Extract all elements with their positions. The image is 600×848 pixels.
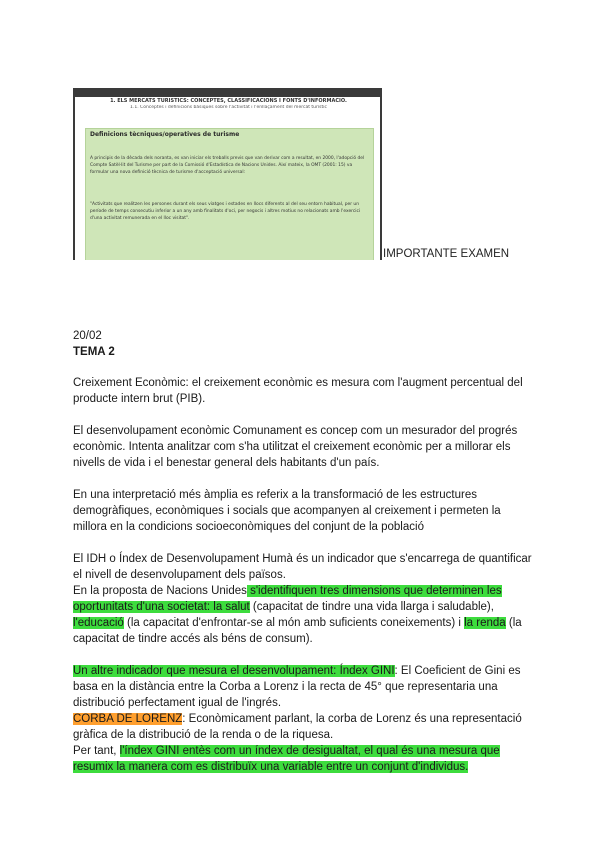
health-explanation: (capacitat de tindre una vida llarga i saludable), bbox=[249, 601, 494, 613]
embedded-box-paragraph-2: "Activitats que realitzen les persones durant els seus viatges i estades en llocs diferents al del seu entorn habitual, per un període de temps consecutiu inferior a un any amb finalitats d'oci, per negocis i altres motius no relacionats amb l'exercici d'una activitat remunerada en el lloc visitat". bbox=[90, 202, 361, 222]
paragraph-idh bbox=[73, 551, 533, 647]
embedded-image-top-bar bbox=[75, 88, 382, 97]
lorenz-explanation: : Econòmicament parlant, la corba de Lorenz és una representació gràfica de la distribució de la renda o de la riquesa. bbox=[73, 713, 522, 741]
education-explanation: (la capacitat d'enfrontar-se al món amb suficients coneixements) i bbox=[123, 617, 465, 629]
idh-proposal-text: En la proposta de Nacions Unides bbox=[73, 585, 247, 597]
topic-title: TEMA 2 bbox=[73, 346, 115, 358]
paragraph-gini bbox=[73, 663, 533, 775]
highlight-lorenz-curve: CORBA DE LORENZ bbox=[73, 713, 183, 725]
paragraph-economic-growth: Creixement Econòmic: el creixement econòmic es mesura com l'augment percentual del producte intern brut (PIB). bbox=[73, 377, 523, 405]
embedded-image-heading: 1. ELS MERCATS TURÍSTICS: CONCEPTES, CLASSIFICACIONS I FONTS D'INFORMACIÓ. bbox=[110, 98, 347, 104]
embedded-image-right-border bbox=[380, 88, 382, 260]
embedded-image-subheading: 1.1. Conceptes i definicions bàsiques sobre l'activitat i l'enllaçament del mercat turístic bbox=[130, 105, 327, 110]
note-date: 20/02 bbox=[73, 330, 102, 342]
highlight-gini-conclusion: l'índex GINI entès com un índex de desigualtat, el qual és una mesura que resumix la manera com es distribuïx una variable entre un conjunt d'individus. bbox=[73, 745, 500, 773]
paragraph-broader-interpretation: En una interpretació més àmplia es referix a la transformació de les estructures demogràfiques, econòmiques i socials que acompanyen al creixement i permeten la millora en la condicions socioeconòmiques del conjunt de la població bbox=[73, 489, 501, 533]
important-exam-label: IMPORTANTE EXAMEN bbox=[383, 248, 510, 260]
gini-conclusion-prefix: Per tant, bbox=[73, 745, 120, 757]
paragraph-economic-development: El desenvolupament econòmic Comunament es concep com un mesurador del progrés econòmic. Intenta analitzar com s'ha utilitzat el creixement econòmic per a millorar els nivells de vida i el benestar general dels habitants d'un país. bbox=[73, 425, 518, 469]
highlight-income: la renda bbox=[464, 617, 506, 629]
embedded-box-paragraph-1: A principis de la dècada dels noranta, es van iniciar els treballs previs que van derivar com a resultat, en 2000, l'adopció del Compte Satèl·lit del Turisme per part de la Comissió d'Estadística de Nacions Unides. Així mateix, la OMT (2001: 15) va formular una nova definició tècnica de turisme d'acceptació universal: bbox=[90, 156, 365, 176]
idh-definition: El IDH o Índex de Desenvolupament Humà és un indicador que s'encarrega de quantificar el nivell de desenvolupament dels països. bbox=[73, 553, 532, 581]
gini-explanation: : El Coeficient de Gini es basa en la distància entre la Corba a Lorenz i la recta de 45° que representaria una distribució perfectament igual de l'ingrés. bbox=[73, 665, 521, 709]
embedded-definition-box bbox=[85, 128, 374, 260]
income-explanation: (la capacitat de tindre accés als béns de consum). bbox=[73, 617, 522, 645]
highlight-three-dimensions: s'identifiquen tres dimensions que determinen les oportunitats d'una societat: la salut bbox=[73, 585, 502, 613]
embedded-screenshot-image bbox=[73, 88, 382, 260]
highlight-gini-indicator: Un altre indicador que mesura el desenvolupament: Índex GINI bbox=[73, 665, 395, 677]
embedded-box-title: Definicions tècniques/operatives de turisme bbox=[90, 131, 240, 138]
highlight-education: l'educació bbox=[73, 617, 124, 629]
